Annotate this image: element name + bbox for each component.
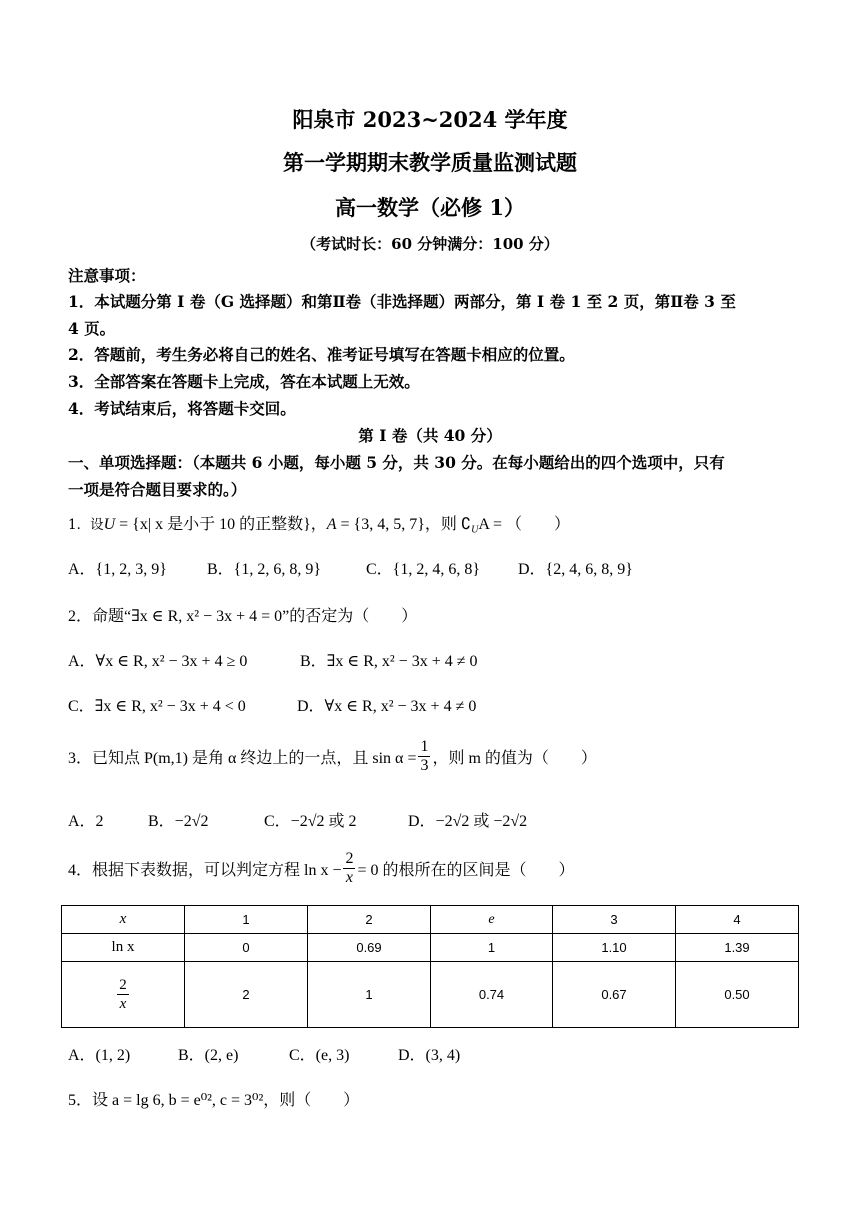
table-cell: 0.74 [431,962,553,1028]
note-4: 4．考试结束后，将答题卡交回。 [68,399,296,418]
q3-fraction [418,738,430,775]
q1-set-a-def: = {3, 4, 5, 7}，则 [336,516,461,533]
q4-option-c: C．(e, 3) [289,1047,350,1064]
table-cell: e [431,906,553,934]
table-cell: 1 [431,934,553,962]
q2-option-d: D．∀x ∈ R, x² − 3x + 4 ≠ 0 [297,698,477,715]
q3-stem-start: 3．已知点 P(m,1) 是角 α 终边上的一点，且 sin α = [68,750,417,767]
note-2: 2．答题前，考生务必将自己的姓名、准考证号填写在答题卡相应的位置。 [68,345,575,364]
question-1-stem [68,511,570,536]
table-cell: 4 [676,906,799,934]
q4-option-b: B．(2, e) [178,1047,239,1064]
question-5-stem: 5．设 a = lg 6, b = e⁰², c = 3⁰²，则（ ） [68,1092,360,1109]
q4-stem-end: = 0 的根所在的区间是（ ） [357,862,575,879]
q1-set-u-symbol: U [103,516,116,533]
exam-title-line1: 阳泉市 2023~2024 学年度 [292,107,568,132]
table-row [62,934,799,962]
table-cell: 0.67 [553,962,676,1028]
note-1-line2: 4 页。 [68,319,116,338]
note-1-line1: 1．本试题分第 I 卷（G 选择题）和第Ⅱ卷（非选择题）两部分，第 I 卷 1 至 2 页，第Ⅱ卷 3 至 [68,292,736,311]
table-cell: 0 [185,934,308,962]
table-fraction-numerator: 2 [119,977,127,993]
table-cell: x [62,906,185,934]
q4-option-d: D．(3, 4) [398,1047,461,1064]
q2-option-b: B．∃x ∈ R, x² − 3x + 4 ≠ 0 [300,653,478,670]
table-cell: ln x [62,934,185,962]
q3-fraction-denominator: 3 [420,757,429,774]
table-cell: 3 [553,906,676,934]
table-cell: 1 [308,962,431,1028]
question-3-stem [68,738,597,775]
q4-fraction-numerator: 2 [345,850,354,867]
q2-option-a: A．∀x ∈ R, x² − 3x + 4 ≥ 0 [68,653,248,670]
q4-fraction [343,850,355,887]
table-cell: 0.69 [308,934,431,962]
q1-number: 1．设 [68,517,104,533]
table-cell: 2 [185,962,308,1028]
q1-option-b: B．{1, 2, 6, 8, 9} [207,561,322,578]
table-cell: 0.50 [676,962,799,1028]
q1-tail: A = （ ） [478,516,571,533]
q1-option-c: C．{1, 2, 4, 6, 8} [366,561,481,578]
table-cell [62,962,185,1028]
question-2-stem: 2．命题“∃x ∈ R, x² − 3x + 4 = 0”的否定为（ ） [68,608,418,625]
exam-time-info: （考试时长：60 分钟满分：100 分） [301,235,559,253]
q1-complement-subscript: U [471,524,479,536]
notes-heading: 注意事项： [68,266,146,285]
q3-option-c: C．−2√2 或 2 [264,813,357,830]
table-row [62,962,799,1028]
table-cell: 1.39 [676,934,799,962]
q4-option-a: A．(1, 2) [68,1047,131,1064]
q3-option-b: B．−2√2 [148,813,209,830]
q3-option-a: A．2 [68,813,104,830]
table-row [62,906,799,934]
q1-option-a: A．{1, 2, 3, 9} [68,561,167,578]
q3-option-d: D．−2√2 或 −2√2 [408,813,528,830]
question-4-stem [68,850,575,887]
part-1-instructions-line2: 一项是符合题目要求的。） [68,480,247,499]
note-3: 3．全部答案在答题卡上完成，答在本试题上无效。 [68,372,420,391]
part-1-instructions-line1: 一、单项选择题：（本题共 6 小题，每小题 5 分，共 30 分。在每小题给出的四个选项中，只有 [68,453,725,472]
q2-option-c: C．∃x ∈ R, x² − 3x + 4 < 0 [68,698,246,715]
table-fraction [117,976,129,1013]
q1-set-u-def: = {x| x 是小于 10 的正整数}， [115,516,327,533]
q1-set-a-symbol: A [326,516,337,533]
exam-title-line3: 高一数学（必修 1） [335,195,525,220]
q4-data-table [61,905,799,1028]
table-cell: 2 [308,906,431,934]
volume-1-heading: 第 I 卷（共 40 分） [358,426,502,445]
q1-complement-symbol: ∁ [460,516,472,533]
exam-title-line2: 第一学期期末教学质量监测试题 [283,150,577,175]
table-cell: 1 [185,906,308,934]
table-fraction-denominator: x [119,996,127,1012]
q4-stem-start: 4．根据下表数据，可以判定方程 ln x − [68,862,342,879]
q3-stem-end: ，则 m 的值为（ ） [432,750,597,767]
table-cell: 1.10 [553,934,676,962]
q4-fraction-denominator: x [345,869,354,886]
q1-option-d: D．{2, 4, 6, 8, 9} [518,561,633,578]
q3-fraction-numerator: 1 [420,738,429,755]
